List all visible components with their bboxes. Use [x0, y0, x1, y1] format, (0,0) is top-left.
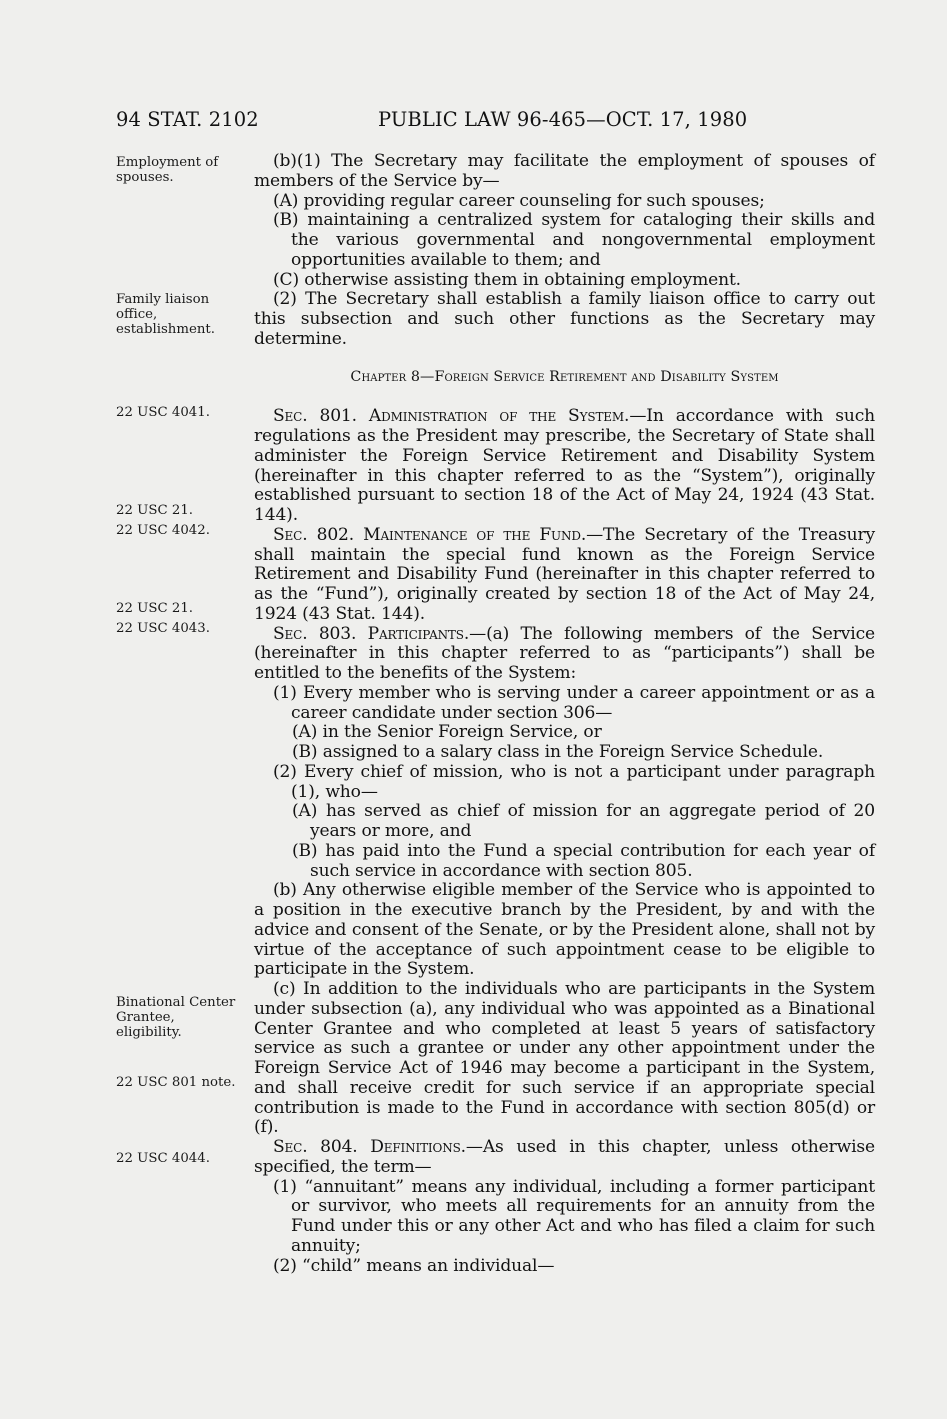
section-802-heading: Sec. 802. Maintenance of the Fund. — [273, 524, 587, 545]
section-803 — [254, 625, 875, 684]
margin-note-family-liaison: Family liaison office, establishment. — [116, 292, 215, 337]
section-804-1: (1) “annuitant” means any individual, including a former participant or survivor, who meets all requirements for an annuity from the Fund under this or any other Act and who has filed a claim for such annuity; — [273, 1176, 875, 1256]
section-801-heading: Sec. 801. Administration of the System. — [273, 406, 630, 427]
section-803-a2-b: (B) has paid into the Fund a special contribution for each year of such service in accordance with section 805. — [292, 840, 875, 881]
section-801-text: —In accordance with such regulations as the President may prescribe, the Secretary of State shall administer the Foreign Service Retirement and Disability System (hereinafter in this chapter referred to as the “System”), originally established pursuant to section 18 of the Act of May 24, 1924 (43 Stat. 144). — [254, 406, 876, 525]
paragraph-b2: (2) The Secretary shall establish a family liaison office to carry out this subsection and such other functions as the Secretary may determine. — [254, 289, 875, 349]
statute-page-number: 94 STAT. 2102 — [116, 108, 259, 131]
section-803-a2: (2) Every chief of mission, who is not a participant under paragraph (1), who— — [273, 761, 875, 802]
margin-note-usc-21-a: 22 USC 21. — [116, 503, 194, 518]
paragraph-b1: (b)(1) The Secretary may facilitate the employment of spouses of members of the Service by— — [254, 151, 875, 191]
margin-note-usc-4041: 22 USC 4041. — [116, 405, 210, 420]
margin-note-binational: Binational Center Grantee, eligibility. — [116, 995, 236, 1040]
section-802-text: —The Secretary of the Treasury shall maintain the special fund known as the Foreign Service Retirement and Disability Fund (hereinafter in this chapter referred to as the “Fund”), originally created by section 18 of the Act of May 24, 1924 (43 Stat. 144). — [254, 524, 875, 624]
section-803-b: (b) Any otherwise eligible member of the Service who is appointed to a position in the executive branch by the President, by and with the advice and consent of the Senate, or by the President alone, shall not by virtue of the acceptance of such appointment cease to be eligible to participate in the System. — [254, 880, 875, 980]
section-802 — [254, 526, 875, 625]
margin-note-usc-801-note: 22 USC 801 note. — [116, 1075, 236, 1090]
margin-note-usc-4042: 22 USC 4042. — [116, 523, 210, 538]
paragraph-b1-a: (A) providing regular career counseling for such spouses; — [273, 190, 765, 211]
section-803-a-text: —(a) The following members of the Service (hereinafter in this chapter referred to as “participants”) shall be entitled to the benefits of the System: — [254, 623, 875, 683]
margin-note-employment: Employment of spouses. — [116, 155, 219, 185]
section-803-a1: (1) Every member who is serving under a career appointment or as a career candidate under section 306— — [273, 682, 875, 723]
section-804 — [254, 1138, 875, 1178]
section-803-heading: Sec. 803. Participants. — [273, 623, 470, 644]
section-804-heading: Sec. 804. Definitions. — [273, 1137, 466, 1157]
margin-note-usc-4044: 22 USC 4044. — [116, 1151, 210, 1166]
public-law-title: PUBLIC LAW 96-465—OCT. 17, 1980 — [378, 108, 748, 131]
section-804-text: —As used in this chapter, unless otherwise specified, the term— — [254, 1137, 875, 1177]
section-801 — [254, 407, 875, 526]
margin-note-usc-21-b: 22 USC 21. — [116, 601, 194, 616]
margin-note-usc-4043: 22 USC 4043. — [116, 621, 210, 636]
section-804-2: (2) “child” means an individual— — [273, 1255, 555, 1276]
section-803-a1-a: (A) in the Senior Foreign Service, or — [292, 722, 602, 743]
paragraph-b1-b: (B) maintaining a centralized system for cataloging their skills and the various governmental and nongovernmental employment opportunities available to them; and — [273, 210, 875, 270]
chapter-heading: Chapter 8—Foreign Service Retirement and Disability System — [350, 368, 779, 385]
section-803-a1-b: (B) assigned to a salary class in the Foreign Service Schedule. — [292, 742, 824, 762]
section-803-c: (c) In addition to the individuals who are participants in the System under subsection (a), any individual who was appointed as a Binational Center Grantee and who completed at least 5 years of satisfactory service as such a grantee or under any other appointment under the Foreign Service Act of 1946 may become a participant in the System, and shall receive credit for such service if an appropriate special contribution is made to the Fund in accordance with section 805(d) or (f). — [254, 979, 875, 1138]
paragraph-b1-c: (C) otherwise assisting them in obtaining employment. — [273, 269, 741, 290]
section-803-a2-a: (A) has served as chief of mission for an aggregate period of 20 years or more, and — [292, 801, 875, 841]
statute-body — [254, 152, 875, 1276]
page-header — [116, 108, 886, 138]
